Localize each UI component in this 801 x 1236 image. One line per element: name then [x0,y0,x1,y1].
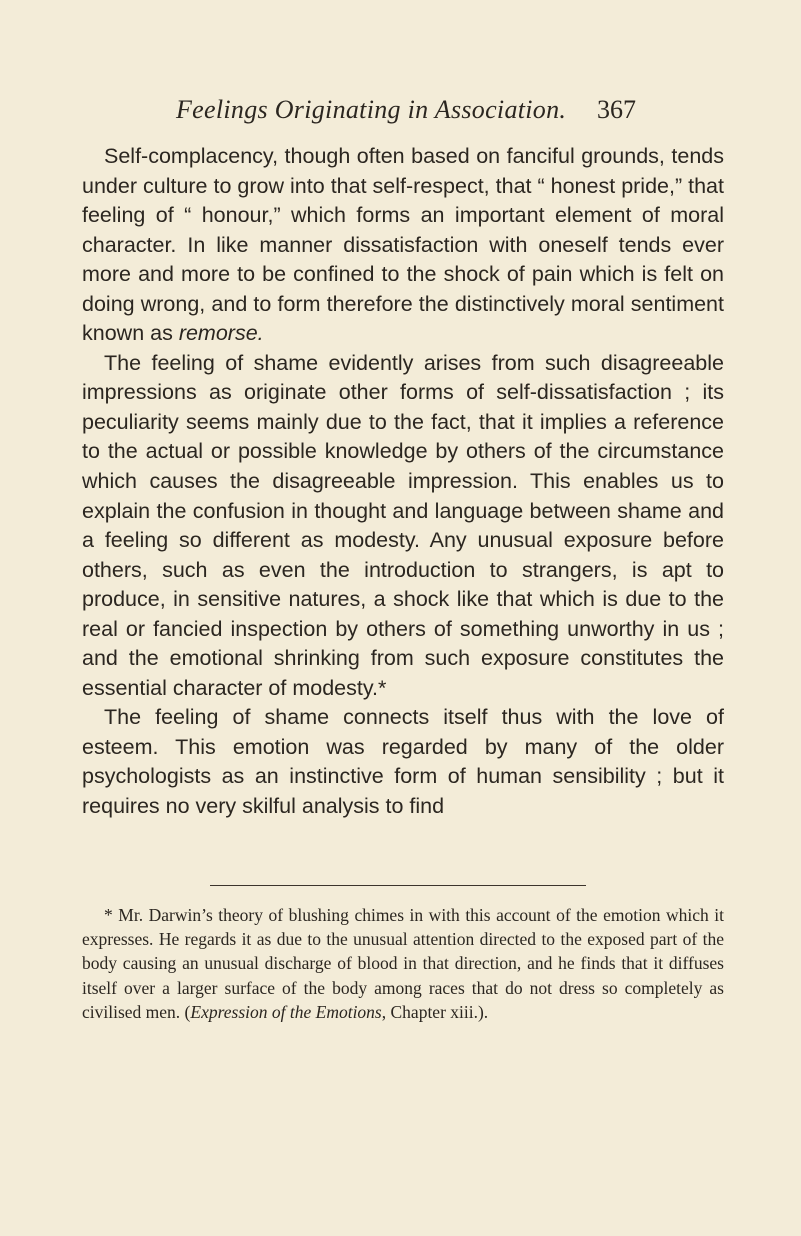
running-head [176,92,636,128]
running-head-title: Feelings Originating in Association. [176,95,567,124]
footnote-book-title: Expression of the Emotions [190,1001,382,1022]
paragraph-text: The feeling of shame evidently arises from such disagreeable impressions as originate other forms of self-dissatisfaction ; its peculiarity seems mainly due to the fact, that it implies a reference to the actual or possible knowledge by others of the circumstance which causes the disagreeable impression. This enables us to explain the confusion in thought and language between shame and a feeling so different as modesty. Any unusual exposure before others, such as even the introduction to strangers, is apt to produce, in sensitive natures, a shock like that which is due to the real or fancied inspection by others of something unworthy in us ; and the emotional shrinking from such exposure constitutes the essential character of modesty.* [82,350,724,700]
paragraph [82,703,724,821]
footnote-divider [210,885,586,886]
footnote [82,903,724,1024]
paragraph [82,349,724,704]
footnote-text [82,903,724,1024]
body-text [82,142,724,822]
italic-term: remorse. [178,321,264,346]
page-number: 367 [597,95,636,124]
paragraph-text: Self-complacency, though often based on fanciful grounds, tends under culture to grow into that self-respect, that “ honest pride,” that feeling of “ honour,” which forms an important element of moral character. In like manner dissatisfaction with oneself tends ever more and more to be confined to the shock of pain which is felt on doing wrong, and to form therefore the distinctively moral sentiment known as [82,144,724,346]
footnote-text-part: * Mr. Darwin’s theory of blushing chimes in with this account of the emotion which it expresses. He regards it as due to the unusual attention directed to the exposed part of the body causing an unusual discharge of blood in that direction, and he finds that it diffuses itself over a larger surface of the body among races that do not dress so completely as civilised men. ( [82,905,724,1022]
footnote-text-part: , Chapter xiii.). [381,1001,489,1022]
paragraph-text: The feeling of shame connects itself thus with the love of esteem. This emotion was regarded by many of the older psychologists as an instinctive form of human sensibility ; but it requires no very skilful analysis to find [82,705,724,819]
paragraph [82,142,724,349]
